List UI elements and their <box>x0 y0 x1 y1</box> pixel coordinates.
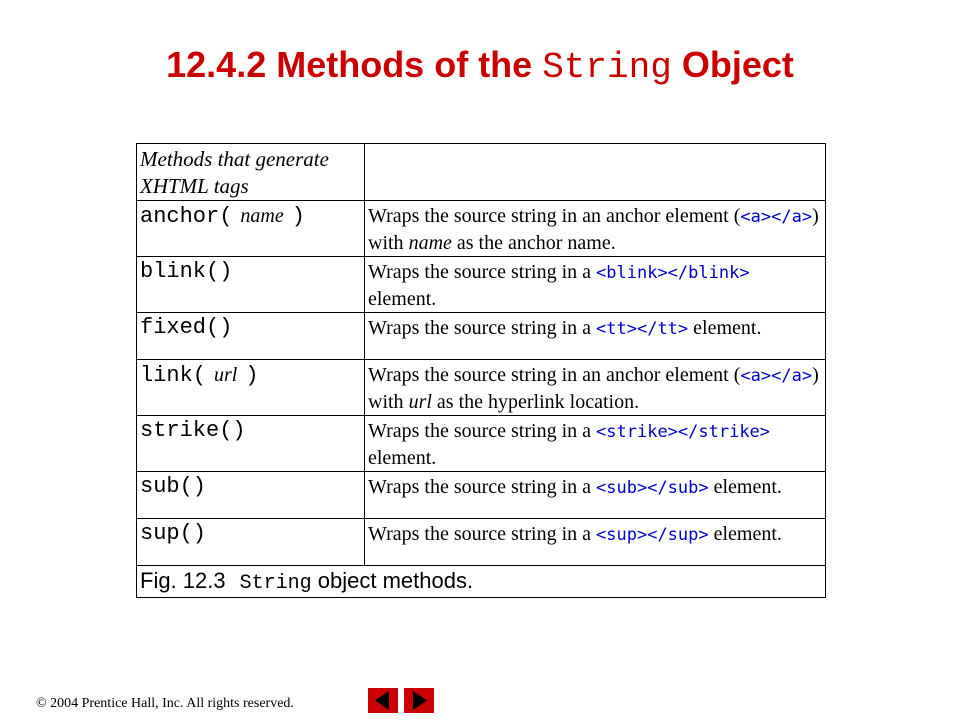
desc-italic: url <box>408 391 432 413</box>
method-code-close: ) <box>291 204 305 229</box>
desc-text: Wraps the source string in a <box>368 317 597 339</box>
table-row <box>137 313 826 360</box>
desc-text: as the anchor name. <box>451 232 616 254</box>
desc-text: element. <box>368 288 437 310</box>
desc-text: element. <box>368 447 437 469</box>
copyright-notice: © 2004 Prentice Hall, Inc. All rights reserved. <box>36 696 294 711</box>
method-code: blink() <box>140 259 233 284</box>
table-header-row <box>137 144 826 201</box>
method-arg: name <box>240 205 284 227</box>
desc-tag: <a></a> <box>740 366 813 386</box>
desc-tag: <strike></strike> <box>596 422 771 442</box>
caption-code: String <box>239 572 312 595</box>
table-row <box>137 201 826 257</box>
method-name-cell <box>137 519 365 566</box>
method-code-close: ) <box>245 363 259 388</box>
desc-text: as the hyperlink location. <box>431 391 640 413</box>
desc-text: element. <box>708 523 782 545</box>
title-suffix: Object <box>671 44 794 85</box>
method-name-cell <box>137 313 365 360</box>
desc-text: Wraps the source string in a <box>368 476 597 498</box>
method-name-cell <box>137 360 365 416</box>
method-description-cell <box>365 313 826 360</box>
desc-text: element. <box>708 476 782 498</box>
desc-text: Wraps the source string in a <box>368 420 597 442</box>
desc-italic: name <box>408 232 452 254</box>
method-description-cell <box>365 360 826 416</box>
previous-slide-button[interactable] <box>368 688 398 713</box>
desc-text: ) with <box>368 364 819 413</box>
desc-tag: <blink></blink> <box>596 263 750 283</box>
table-row <box>137 519 826 566</box>
method-name-cell <box>137 472 365 519</box>
method-code: sub() <box>140 474 207 499</box>
method-name-cell <box>137 257 365 313</box>
triangle-right-icon <box>404 688 434 713</box>
figure-caption-row <box>137 566 826 598</box>
table-row <box>137 472 826 519</box>
caption-fig: Fig. 12.3 <box>140 568 226 593</box>
caption-rest: object methods. <box>317 568 474 593</box>
desc-tag: <sub></sub> <box>596 478 709 498</box>
method-description-cell <box>365 519 826 566</box>
table-row <box>137 416 826 472</box>
desc-tag: <a></a> <box>740 207 813 227</box>
desc-tag: <tt></tt> <box>596 319 689 339</box>
string-methods-table <box>136 143 826 598</box>
method-name-cell <box>137 201 365 257</box>
desc-text: Wraps the source string in an anchor element ( <box>368 364 741 386</box>
desc-text: Wraps the source string in an anchor element ( <box>368 205 741 227</box>
method-name-cell <box>137 416 365 472</box>
method-description-cell <box>365 416 826 472</box>
desc-text: Wraps the source string in a <box>368 261 597 283</box>
header-cell-description <box>365 144 826 201</box>
method-code: fixed() <box>140 315 233 340</box>
table-row <box>137 257 826 313</box>
slide-title <box>0 44 960 88</box>
desc-text: element. <box>688 317 762 339</box>
method-description-cell <box>365 472 826 519</box>
method-code: link( <box>140 363 207 388</box>
method-code: sup() <box>140 521 207 546</box>
method-description-cell <box>365 201 826 257</box>
method-arg: url <box>214 364 238 386</box>
method-code: anchor( <box>140 204 233 229</box>
title-prefix: 12.4.2 Methods of the <box>166 44 543 85</box>
desc-text: Wraps the source string in a <box>368 523 597 545</box>
method-description-cell <box>365 257 826 313</box>
header-cell-methods: Methods that generate XHTML tags <box>137 144 365 201</box>
next-slide-button[interactable] <box>404 688 434 713</box>
table-row <box>137 360 826 416</box>
title-code: String <box>542 47 672 88</box>
figure-caption <box>137 566 826 598</box>
triangle-left-icon <box>368 688 398 713</box>
desc-text: ) with <box>368 205 819 254</box>
desc-tag: <sup></sup> <box>596 525 709 545</box>
method-code: strike() <box>140 418 246 443</box>
